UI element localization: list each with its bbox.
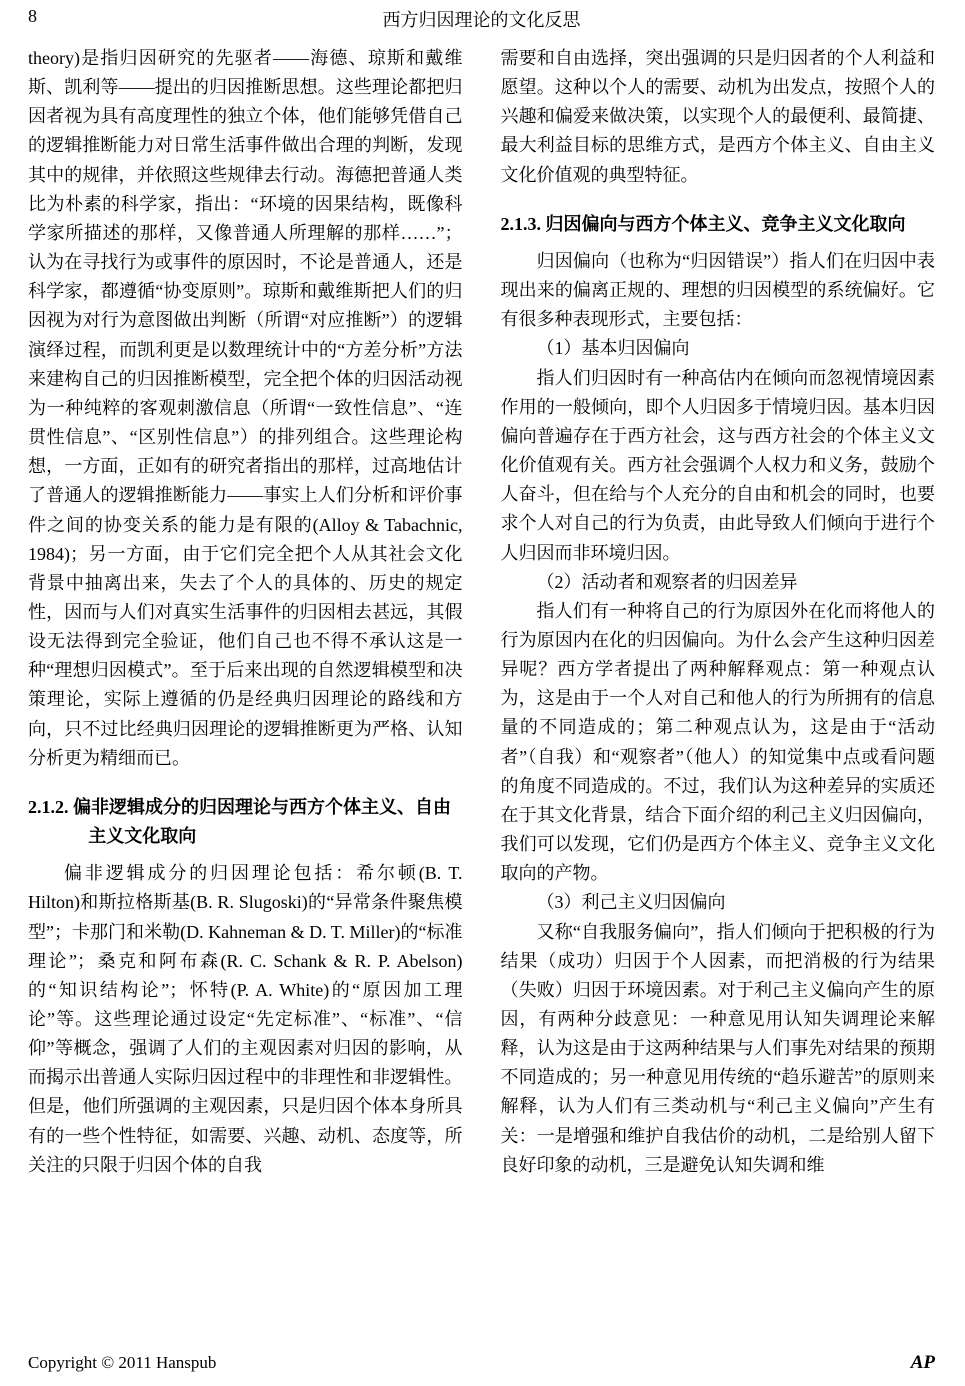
running-title: 西方归因理论的文化反思	[382, 10, 581, 30]
right-column	[501, 44, 936, 1180]
paragraph: 归因偏向（也称为“归因错误”）指人们在归因中表现出来的偏离正规的、理想的归因模型的系统偏好。它有很多种表现形式，主要包括：	[500, 250, 935, 330]
section-heading: 2.1.2. 偏非逻辑成分的归因理论与西方个体主义、自由主义文化取向	[28, 796, 451, 847]
list-item-heading: （2）活动者和观察者的归因差异	[536, 571, 798, 592]
page-footer	[28, 1352, 935, 1374]
publisher-logo: AP	[910, 1352, 935, 1373]
page-header	[28, 6, 935, 36]
paragraph: 又称“自我服务偏向”，指人们倾向于把积极的行为结果（成功）归因于个人因素，而把消极的行为结果（失败）归因于环境因素。对于利己主义偏向产生的原因，有两种分歧意见：一种意见用认知失调理论来解释，认为这是由于这两种结果与人们事先对结果的预期不同造成的；另一种意见用传统的“趋乐避苦”的原则来解释，认为人们有三类动机与“利己主义偏向”产生有关：一是增强和维护自我估价的动机，二是给别人留下良好印象的动机，三是避免认知失调和维	[500, 921, 935, 1175]
article-body	[28, 44, 935, 1180]
section-heading: 2.1.3. 归因偏向与西方个体主义、竞争主义文化取向	[500, 213, 906, 234]
copyright-text: Copyright © 2011 Hanspub	[28, 1353, 217, 1372]
paragraph: 指人们有一种将自己的行为原因外在化而将他人的行为原因内在化的归因偏向。为什么会产生这种归因差异呢？西方学者提出了两种解释观点：第一种观点认为，这是由于一个人对自己和他人的行为所拥有的信息量的不同造成的；第二种观点认为，这是由于“活动者”（自我）和“观察者”（他人）的知觉集中点或看问题的角度不同造成的。不过，我们认为这种差异的实质还在于其文化背景，结合下面介绍的利己主义归因偏向，我们可以发现，它们仍是西方个体主义、竞争主义文化取向的产物。	[500, 600, 935, 884]
list-item-heading: （1）基本归因偏向	[536, 338, 690, 359]
paragraph: 偏非逻辑成分的归因理论包括：希尔顿(B. T. Hilton)和斯拉格斯基(B. R. Slugoski)的“异常条件聚焦模型”；卡那门和米勒(D. Kahneman & D. T. Miller)的“标准理论”；桑克和阿布森(R. C. Schank & R. P. Abelson)的“知识结构论”；怀特(P. A. White)的“原因加工理论”等。这些理论通过设定“先定标准”、“标准”、“信仰”等概念，强调了人们的主观因素对归因的影响，从而揭示出普通人实际归因过程中的非理性和非逻辑性。但是，他们所强调的主观因素，只是归因个体本身所具有的一些个性特征，如需要、兴趣、动机、态度等，所关注的只限于归因个体的自我	[28, 863, 463, 1175]
paragraph: theory)是指归因研究的先驱者——海德、琼斯和戴维斯、凯利等——提出的归因推断思想。这些理论都把归因者视为具有高度理性的独立个体，他们能够凭借自己的逻辑推断能力对日常生活事件做出合理的判断，发现其中的规律，并依照这些规律去行动。海德把普通人类比为朴素的科学家，指出：“环境的因果结构，既像科学家所描述的那样，又像普通人所理解的那样……”；认为在寻找行为或事件的原因时，不论是普通人，还是科学家，都遵循“协变原则”。琼斯和戴维斯把人们的归因视为对行为意图做出判断（所谓“对应推断”）的逻辑演绎过程，而凯利更是以数理统计中的“方差分析”方法来建构自己的归因推断模型，完全把个体的归因活动视为一种纯粹的客观刺激信息（所谓“一致性信息”、“连贯性信息”、“区别性信息”）的排列组合。这些理论构想，一方面，正如有的研究者指出的那样，过高地估计了普通人的逻辑推断能力——事实上人们分析和评价事件之间的协变关系的能力是有限的(Alloy & Tabachnic, 1984)；另一方面，由于它们完全把个人从其社会文化背景中抽离出来，失去了个人的具体的、历史的规定性，因而与人们对真实生活事件的归因相去甚远，其假设无法得到完全验证，他们自己也不得不承认这是一种“理想归因模式”。至于后来出现的自然逻辑模型和决策理论，实际上遵循的仍是经典归因理论的路线和方向，只不过比经典归因理论的逻辑推断更为严格、认知分析更为精细而已。	[28, 48, 463, 768]
list-item-heading: （3）利己主义归因偏向	[536, 892, 726, 913]
paragraph: 指人们归因时有一种高估内在倾向而忽视情境因素作用的一般倾向，即个人归因多于情境归因。基本归因偏向普遍存在于西方社会，这与西方社会的个体主义文化价值观有关。西方社会强调个人权力和义务，鼓励个人奋斗，但在给与个人充分的自由和机会的同时，也要求个人对自己的行为负责，由此导致人们倾向于进行个人归因而非环境归因。	[500, 367, 935, 563]
page-number: 8	[28, 6, 37, 26]
left-column	[28, 44, 463, 1180]
paragraph: 需要和自由选择，突出强调的只是归因者的个人利益和愿望。这种以个人的需要、动机为出发点，按照个人的兴趣和偏爱来做决策，以实现个人的最便利、最简捷、最大利益目标的思维方式，是西方个体主义、自由主义文化价值观的典型特征。	[500, 48, 935, 185]
